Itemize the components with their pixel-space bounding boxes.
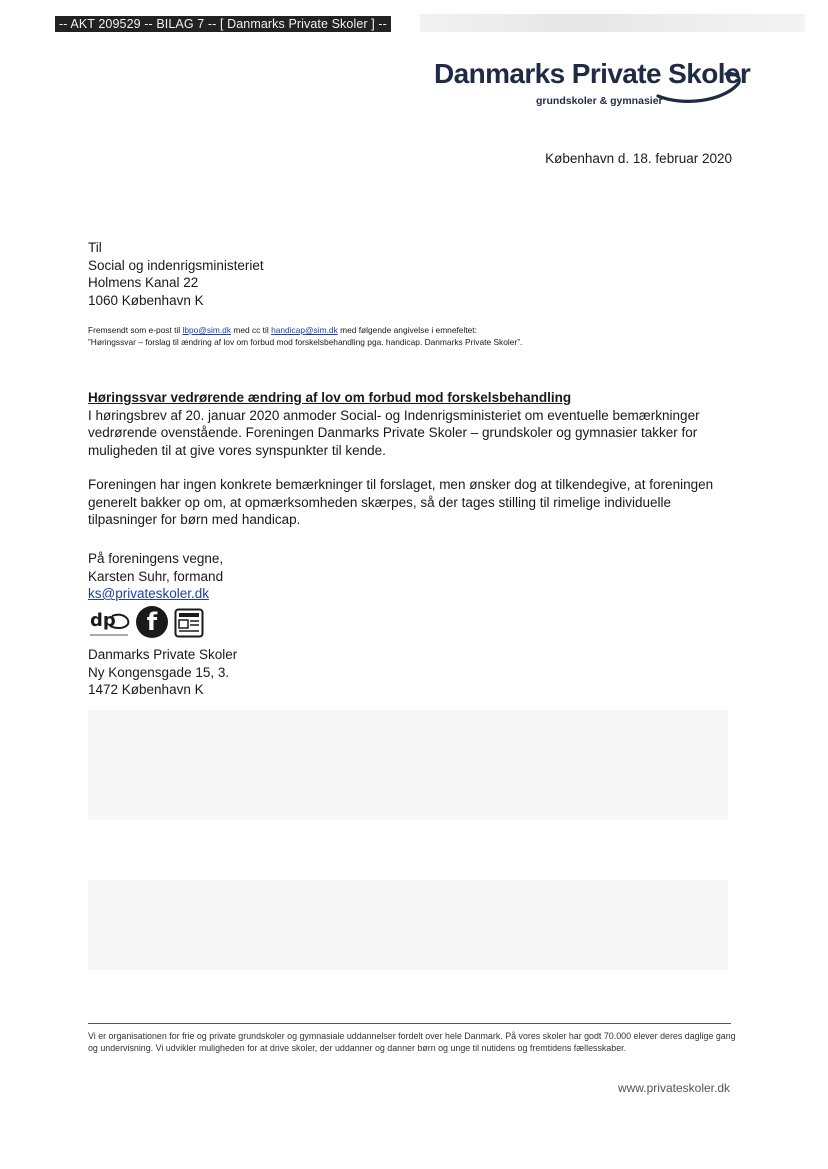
signoff-line-2: Karsten Suhr, formand bbox=[88, 568, 224, 584]
bleed-through-block bbox=[88, 880, 728, 970]
recipient-line: 1060 København K bbox=[88, 292, 204, 308]
signoff-line-1: På foreningens vegne, bbox=[88, 551, 224, 566]
recipient-line: Holmens Kanal 22 bbox=[88, 275, 199, 290]
logo-swoosh-icon bbox=[652, 62, 744, 104]
submission-note-line1 bbox=[88, 325, 522, 337]
sender-line: 1472 København K bbox=[88, 682, 204, 697]
recipient-line: Til bbox=[88, 240, 102, 255]
social-icons bbox=[88, 604, 218, 640]
signer-email-link[interactable]: ks@privateskoler.dk bbox=[88, 586, 209, 601]
submission-note-subject: ”Høringssvar – forslag til ændring af lov om forbud mod forskelsbehandling pga. handicap. Danmarks Private Skoler”. bbox=[88, 336, 523, 347]
brand-logo bbox=[434, 58, 751, 114]
footer-text: Vi er organisationen for frie og private grundskoler og gymnasiale uddannelser fordelt over hele Danmark. På vores skoler har godt 70.000 elever deres daglige gang og undervisning. Vi udvikler muligheden for at drive skoler, der uddanner og danner børn og unge til nutidens og fremtidens fællesskaber. bbox=[88, 1031, 736, 1053]
note-suffix: med følgende angivelse i emnefeltet: bbox=[340, 325, 477, 335]
body-paragraph-1: I høringsbrev af 20. januar 2020 anmoder Social- og Indenrigsministeriet om eventuelle bemærkninger vedrørende ovenstående. Foreningen Danmarks Private Skoler – grundskoler og gymnasier takker for muligheden til at give vores synspunkter til kende. bbox=[88, 407, 700, 458]
website-link[interactable]: www.privateskoler.dk bbox=[617, 1081, 730, 1095]
note-prefix: Fremsendt som e-post til bbox=[88, 325, 181, 335]
newsletter-icon[interactable] bbox=[174, 608, 204, 638]
logo-subtitle: grundskoler & gymnasier bbox=[536, 95, 663, 107]
sender-line: Ny Kongensgade 15, 3. bbox=[88, 664, 230, 680]
sender-line: Danmarks Private Skoler bbox=[88, 647, 238, 662]
dp-logo-icon[interactable] bbox=[88, 606, 132, 640]
note-mid: med cc til bbox=[233, 325, 269, 335]
sender-address bbox=[88, 646, 237, 699]
letter-heading: Høringssvar vedrørende ændring af lov om forbud mod forskelsbehandling bbox=[88, 390, 572, 405]
email-link-handicap[interactable]: handicap@sim.dk bbox=[271, 325, 338, 335]
svg-text:dp: dp bbox=[90, 610, 116, 631]
body-paragraph-2: Foreningen har ingen konkrete bemærkninger til forslaget, men ønsker dog at tilkendegive, at foreningen generelt bakker op om, at opmærksomheden skærpes, så der tages stilling til rimelige individuelle tilpasninger for børn med handicap. bbox=[88, 477, 714, 527]
logo-name: Danmarks Private Skoler bbox=[434, 58, 751, 89]
email-link-lbpo[interactable]: lbpo@sim.dk bbox=[182, 325, 232, 335]
footer-divider bbox=[88, 1023, 731, 1024]
archive-stamp: -- AKT 209529 -- BILAG 7 -- [ Danmarks Private Skoler ] -- bbox=[55, 16, 391, 32]
recipient-address bbox=[88, 239, 264, 309]
facebook-icon[interactable]: f bbox=[136, 606, 168, 638]
recipient-line: Social og indenrigsministeriet bbox=[88, 257, 264, 273]
signoff bbox=[88, 550, 223, 603]
bleed-through-block bbox=[88, 710, 728, 820]
letter-body bbox=[88, 389, 736, 529]
submission-note bbox=[88, 325, 522, 348]
bleed-through-band bbox=[420, 14, 805, 32]
letter-date: København d. 18. februar 2020 bbox=[545, 151, 732, 166]
